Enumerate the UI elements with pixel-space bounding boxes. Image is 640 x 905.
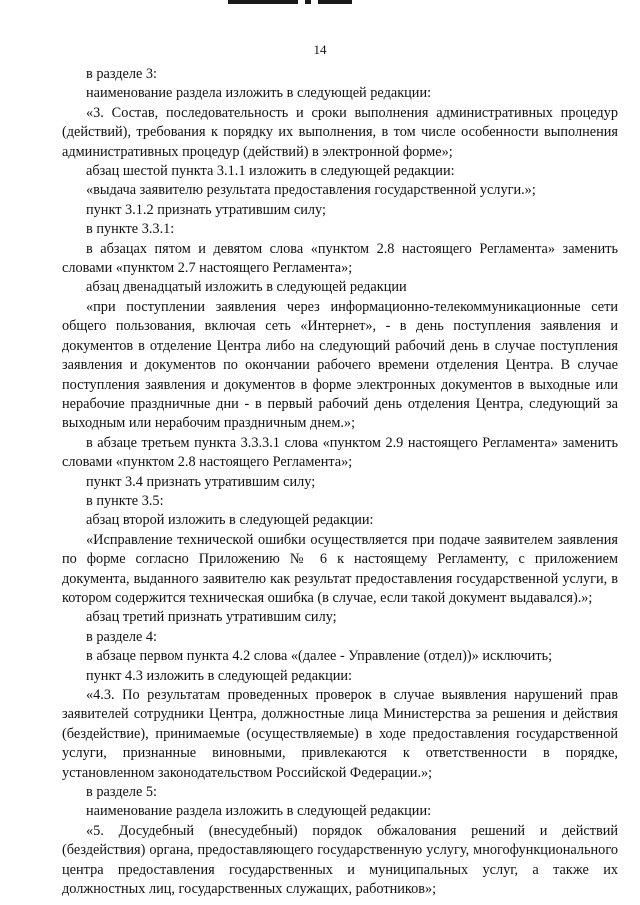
paragraph: в разделе 4:: [86, 628, 158, 645]
paragraph: пункт 3.4 признать утратившим силу;: [86, 473, 316, 490]
paragraph: в пункте 3.5:: [86, 492, 164, 509]
paragraph: в абзаце третьем пункта 3.3.3.1 слова «пунктом 2.9 настоящего Регламента» заменить словами «пунктом 2.8 настоящего Регламента»;: [62, 434, 618, 471]
paragraph: в разделе 3:: [86, 66, 158, 82]
document-body: [62, 65, 618, 899]
paragraph: наименование раздела изложить в следующей редакции:: [86, 803, 432, 820]
paragraph: наименование раздела изложить в следующей редакции:: [86, 85, 432, 102]
scan-edge-mark: [228, 0, 298, 4]
paragraph: «выдача заявителю результата предоставления государственной услуги.»;: [86, 182, 536, 199]
paragraph: в абзацах пятом и девятом слова «пунктом 2.8 настоящего Регламента» заменить словами «пунктом 2.7 настоящего Регламента»;: [62, 240, 618, 277]
paragraph: пункт 3.1.2 признать утратившим силу;: [86, 201, 326, 218]
paragraph: «5. Досудебный (внесудебный) порядок обжалования решений и действий (бездействия) органа, предоставляющего государственную услугу, многофункционального центра предоставления государственных и муниципальных услуг, а также их должностных лиц, государственных служащих, работников»;: [62, 822, 618, 898]
paragraph: в разделе 5:: [86, 784, 158, 801]
paragraph: пункт 4.3 изложить в следующей редакции:: [86, 667, 353, 684]
paragraph: «Исправление технической ошибки осуществляется при подаче заявителем заявления по форме согласно Приложению № 6 к настоящему Регламенту, с приложением документа, выданного заявителю как результат предоставления государственной услуги, в котором содержится техническая ошибка (в случае, если такой документ выдавался).»;: [62, 531, 618, 606]
paragraph: в абзаце первом пункта 4.2 слова «(далее - Управление (отдел))» исключить;: [86, 648, 553, 665]
scan-edge-mark: [318, 0, 352, 4]
paragraph: абзац второй изложить в следующей редакции:: [86, 512, 374, 529]
paragraph: абзац шестой пункта 3.1.1 изложить в следующей редакции:: [86, 163, 455, 180]
paragraph: абзац двенадцатый изложить в следующей редакции: [86, 279, 407, 296]
paragraph: «3. Состав, последовательность и сроки выполнения административных процедур (действий), требования к порядку их выполнения, в том числе особенности выполнения административных процедур (действий) в электронной форме»;: [62, 104, 618, 160]
paragraph: «при поступлении заявления через информационно-телекоммуникационные сети общего пользования, включая сеть «Интернет», - в день поступления заявления и документов в отделение Центра либо на следующий рабочий день в случае поступления заявления и документов по окончании рабочего времени отделения Центра. В случае поступления заявления и документов в форме электронных документов в выходные или нерабочие праздничные дни - в первый рабочий день отделения Центра, следующий за выходным или нерабочим праздничным днем.»;: [62, 298, 618, 432]
page-number: 14: [313, 42, 327, 57]
paragraph: абзац третий признать утратившим силу;: [86, 609, 337, 626]
scan-edge-mark: [305, 0, 311, 4]
paragraph: «4.3. По результатам проведенных проверок в случае выявления нарушений прав заявителей сотрудники Центра, должностные лица Министерства за решения и действия (бездействие), принимаемые (осуществляемые) в ходе предоставления государственной услуги, признанные виновными, привлекаются к ответственности в порядке, установленном законодательством Российской Федерации.»;: [62, 687, 618, 781]
paragraph: в пункте 3.3.1:: [86, 221, 175, 238]
